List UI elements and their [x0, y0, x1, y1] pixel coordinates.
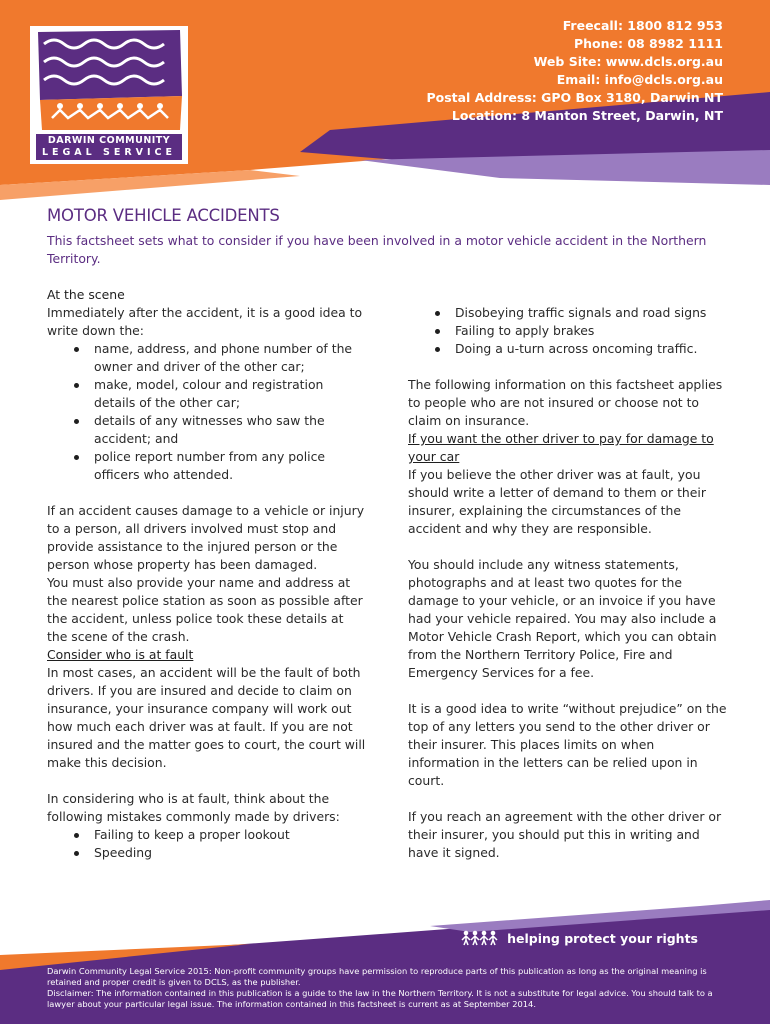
postal-address-line: Postal Address: GPO Box 3180, Darwin NT	[426, 90, 723, 105]
page-title: MOTOR VEHICLE ACCIDENTS	[47, 206, 280, 225]
mistakes-intro: In considering who is at fault, think about the following mistakes commonly made by drivers:	[47, 791, 340, 824]
tagline	[461, 930, 698, 946]
copyright-text: : Non-profit community groups have permission to reproduce parts of this publication as long as the original meaning is retained and proper credit is given to DCLS, as the publisher.	[47, 966, 707, 987]
pay-heading: If you want the other driver to pay for damage to your car	[408, 431, 714, 464]
include-paragraph: You should include any witness statements, photographs and at least two quotes for the damage to your vehicle, or an invoice if you have had your vehicle repaired. You may also include a Motor Vehicle Crash Report, which you can obtain from the Northern Territory Police, Fire and Emergency Services for a fee.	[408, 557, 717, 680]
logo-line-1: DARWIN COMMUNITY	[47, 135, 171, 146]
intro-text: This factsheet sets what to consider if you have been involved in a motor vehicle accident in the Northern Territory.	[47, 233, 707, 266]
list-item: Speeding	[47, 844, 367, 862]
dcls-logo	[30, 26, 188, 164]
agreement-paragraph: If you reach an agreement with the other driver or their insurer, you should put this in writing and have it signed.	[408, 809, 722, 860]
list-item: Disobeying traffic signals and road signs	[408, 304, 728, 322]
mistakes-list-continued	[408, 304, 728, 358]
people-icon	[461, 930, 499, 946]
footer-text	[47, 966, 727, 1010]
left-column	[47, 286, 367, 862]
damage-paragraph: If an accident causes damage to a vehicle or injury to a person, all drivers involved must stop and provide assistance to the injured person or the person whose property has been damaged.	[47, 503, 365, 572]
contact-details	[426, 17, 723, 125]
list-item: Failing to apply brakes	[408, 322, 728, 340]
right-column	[408, 304, 728, 862]
tagline-text: helping protect your rights	[507, 930, 698, 946]
freecall-line: Freecall: 1800 812 953	[562, 18, 723, 33]
copyright-note	[47, 966, 727, 988]
scene-intro: Immediately after the accident, it is a good idea to write down the:	[47, 305, 363, 338]
phone-line: Phone: 08 8982 1111	[573, 36, 723, 51]
list-item: details of any witnesses who saw the accident; and	[47, 412, 367, 448]
police-paragraph: You must also provide your name and address at the nearest police station as soon as possible after the accident, unless police took these details at the scene of the crash.	[47, 575, 363, 644]
email-line[interactable]: Email: info@dcls.org.au	[556, 72, 723, 87]
list-item: Doing a u-turn across oncoming traffic.	[408, 340, 728, 358]
fault-paragraph: In most cases, an accident will be the fault of both drivers. If you are insured and decide to claim on insurance, your insurance company will work out how much each driver was at fault. If you are not insured and the matter goes to court, the court will make this decision.	[47, 665, 366, 770]
list-item: name, address, and phone number of the owner and driver of the other car;	[47, 340, 367, 376]
disclaimer-label: Disclaimer:	[47, 988, 94, 998]
pay-paragraph: If you believe the other driver was at fault, you should write a letter of demand to them or their insurer, explaining the circumstances of the accident and why they are responsible.	[408, 467, 706, 536]
scene-heading: At the scene	[47, 287, 125, 302]
list-item: Failing to keep a proper lookout	[47, 826, 367, 844]
disclaimer-text: The information contained in this publication is a guide to the law in the Northern Territory. It is not a substitute for legal advice. You should talk to a lawyer about your particular legal issue. The information contained in this factsheet is current as at September 2014.	[47, 988, 713, 1009]
list-item: make, model, colour and registration details of the other car;	[47, 376, 367, 412]
logo-line-2: LEGAL SERVICE	[41, 147, 177, 158]
logo-figures-icon	[30, 26, 188, 134]
location-line: Location: 8 Manton Street, Darwin, NT	[451, 108, 723, 123]
fault-heading: Consider who is at fault	[47, 647, 194, 662]
mistakes-list	[47, 826, 367, 862]
list-item: police report number from any police officers who attended.	[47, 448, 367, 484]
scene-list	[47, 340, 367, 484]
disclaimer-note	[47, 988, 727, 1010]
copyright-label: Darwin Community Legal Service 2015	[47, 966, 209, 976]
website-line[interactable]: Web Site: www.dcls.org.au	[533, 54, 723, 69]
logo-wordmark	[36, 134, 182, 160]
applies-paragraph: The following information on this factsheet applies to people who are not insured or choose not to claim on insurance.	[408, 377, 723, 428]
prejudice-paragraph: It is a good idea to write “without prejudice” on the top of any letters you send to the other driver or their insurer. This places limits on when information in the letters can be relied upon in court.	[408, 701, 727, 788]
